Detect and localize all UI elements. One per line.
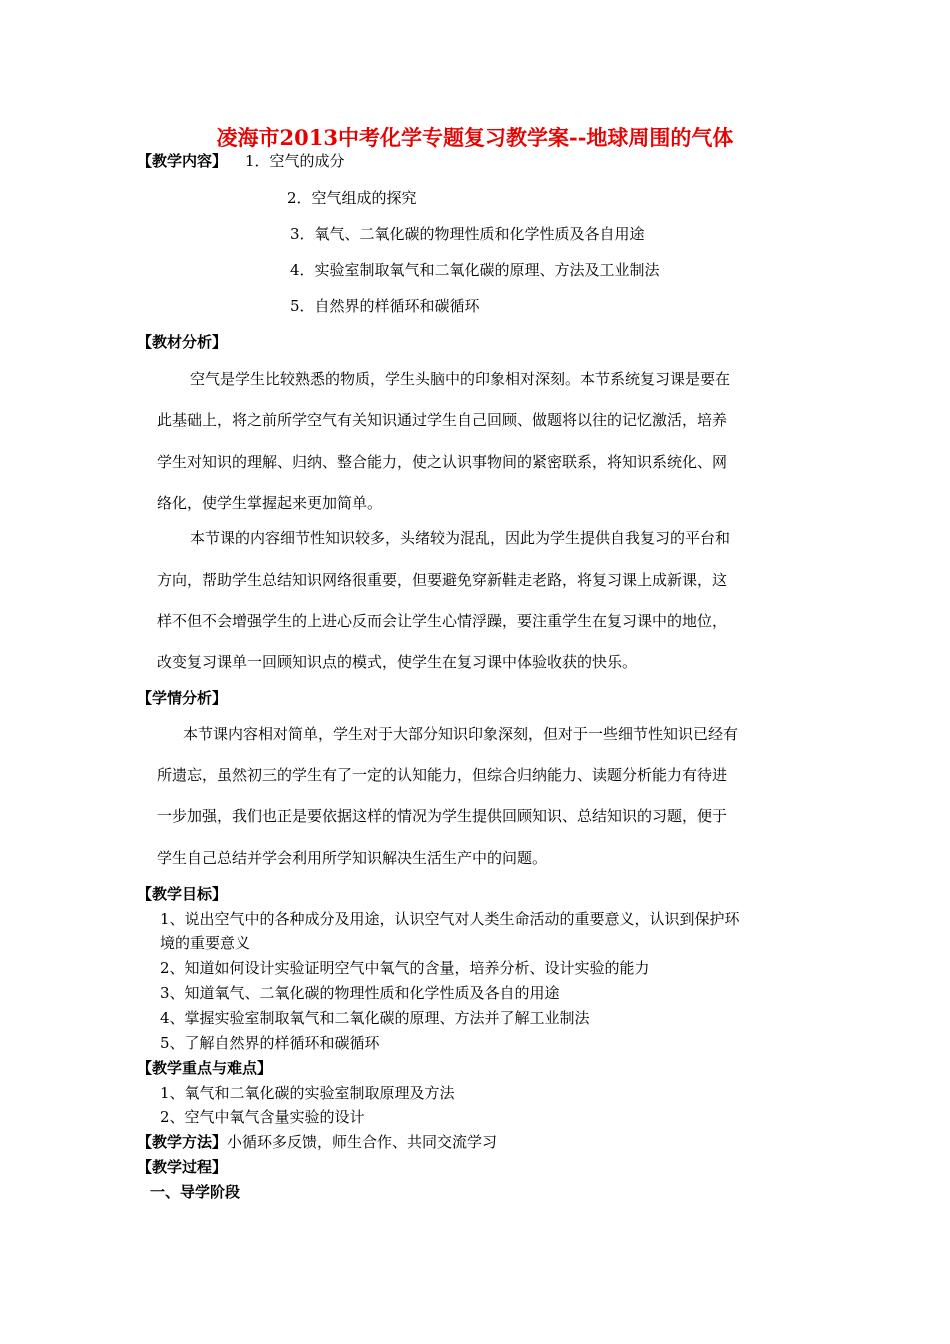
material-analysis-line: 本节课的内容细节性知识较多，头绪较为混乱，因此为学生提供自我复习的平台和 [190,529,731,547]
material-analysis-line: 样不但不会增强学生的上进心反而会让学生心情浮躁，要注重学生在复习课中的地位， [157,612,728,630]
material-analysis-line: 学生对知识的理解、归纳、整合能力，使之认识事物间的紧密联系，将知识系统化、网 [157,453,728,471]
process-heading: 【教学过程】 [137,1158,228,1176]
key-points-heading: 【教学重点与难点】 [137,1059,273,1077]
method-text: 小循环多反馈，师生合作、共同交流学习 [227,1133,498,1151]
goal-line: 3、知道氧气、二氧化碳的物理性质和化学性质及各自的用途 [160,984,560,1002]
material-analysis-heading: 【教材分析】 [137,333,228,351]
teaching-content-item-5: 5．自然界的样循环和碳循环 [290,297,480,315]
teaching-content-item-3: 3．氧气、二氧化碳的物理性质和化学性质及各自用途 [290,225,645,243]
document-title: 凌海市2013中考化学专题复习教学案--地球周围的气体 [216,125,734,150]
student-analysis-line: 所遗忘，虽然初三的学生有了一定的认知能力，但综合归纳能力、读题分析能力有待进 [157,766,728,784]
goal-line: 2、知道如何设计实验证明空气中氧气的含量，培养分析、设计实验的能力 [160,959,650,977]
material-analysis-line: 此基础上，将之前所学空气有关知识通过学生自己回顾、做题将以往的记忆激活，培养 [157,411,728,429]
goal-line: 境的重要意义 [160,934,251,952]
goal-line: 5、了解自然界的样循环和碳循环 [160,1034,380,1052]
material-analysis-line: 络化，使学生掌握起来更加简单。 [157,494,383,512]
method-row [137,1131,497,1152]
goal-line: 1、说出空气中的各种成分及用途，认识空气对人类生命活动的重要意义，认识到保护环 [160,910,740,928]
material-analysis-line: 方向，帮助学生总结知识网络很重要，但要避免穿新鞋走老路，将复习课上成新课，这 [157,571,728,589]
student-analysis-line: 一步加强，我们也正是要依据这样的情况为学生提供回顾知识、总结知识的习题，便于 [157,807,728,825]
teaching-content-item-4: 4．实验室制取氧气和二氧化碳的原理、方法及工业制法 [290,261,660,279]
teaching-content-item-2: 2．空气组成的探究 [287,189,417,207]
method-heading: 【教学方法】 [137,1133,228,1151]
process-stage-1: 一、导学阶段 [150,1183,241,1201]
material-analysis-line: 改变复习课单一回顾知识点的模式，使学生在复习课中体验收获的快乐。 [157,653,638,671]
student-analysis-heading: 【学情分析】 [137,689,228,707]
student-analysis-line: 本节课内容相对简单，学生对于大部分知识印象深刻，但对于一些细节性知识已经有 [183,725,739,743]
teaching-content-item-1: 1．空气的成分 [245,152,345,170]
material-analysis-line: 空气是学生比较熟悉的物质，学生头脑中的印象相对深刻。本节系统复习课是要在 [190,370,731,388]
goal-line: 4、掌握实验室制取氧气和二氧化碳的原理、方法并了解工业制法 [160,1009,590,1027]
student-analysis-line: 学生自己总结并学会利用所学知识解决生活生产中的问题。 [157,849,548,867]
key-point-line: 1、氧气和二氧化碳的实验室制取原理及方法 [160,1084,455,1102]
key-point-line: 2、空气中氧气含量实验的设计 [160,1108,365,1126]
goals-heading: 【教学目标】 [137,885,228,903]
teaching-content-heading: 【教学内容】 [137,152,228,170]
